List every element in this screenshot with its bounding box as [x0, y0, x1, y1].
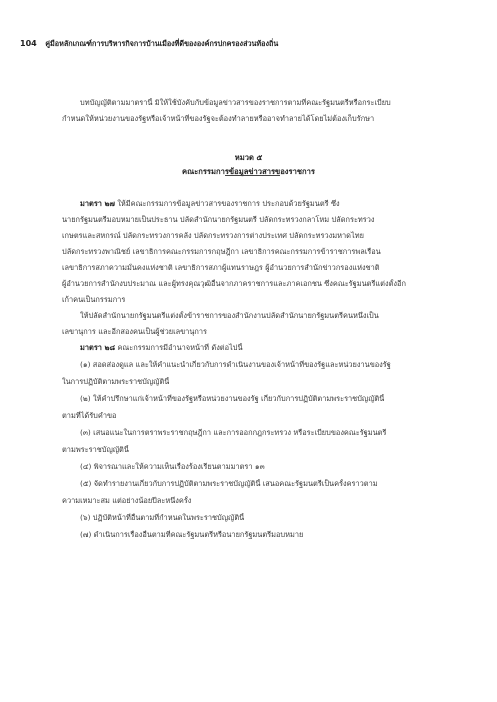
section-28-item-cont: ตามที่ได้รับคำขอ [62, 411, 117, 420]
section-27-line: เลขาธิการสภาความมั่นคงแห่งชาติ เลขาธิการสภาผู้แทนราษฎร ผู้อำนวยการสำนักข่าวกรองแห่งชาติ [62, 263, 380, 272]
section-28-item-cont: ตามพระราชบัญญัตินี้ [62, 445, 129, 454]
section-28-item-cont: ความเหมาะสม แต่อย่างน้อยปีละหนึ่งครั้ง [62, 496, 192, 505]
section-27-line: ผู้อำนวยการสำนักงบประมาณ และผู้ทรงคุณวุฒิอื่นจากภาคราชการและภาคเอกชน ซึ่งคณะรัฐมนตรีแต่งตั้งอีก [62, 279, 406, 288]
section-28-number: มาตรา ๒๘ [80, 343, 116, 352]
section-27-number: มาตรา ๒๗ [80, 199, 115, 208]
section-28-item: (๖) ปฏิบัติหน้าที่อื่นตามที่กำหนดในพระราชบัญญัตินี้ [80, 513, 245, 522]
section-28-item: (๕) จัดทำรายงานเกี่ยวกับการปฏิบัติตามพระราชบัญญัตินี้ เสนอคณะรัฐมนตรีเป็นครั้งคราวตาม [80, 479, 378, 488]
section-27-para2-line: เลขานุการ และอีกสองคนเป็นผู้ช่วยเลขานุการ [62, 327, 207, 336]
intro-line-2: กำหนดให้หน่วยงานของรัฐหรือเจ้าหน้าที่ของรัฐจะต้องทำลายหรืออาจทำลายได้โดยไม่ต้องเก็บรักษา [62, 114, 375, 123]
chapter-title: คณะกรรมการข้อมูลข่าวสารของราชการ [182, 167, 315, 176]
section-27-first-line [80, 199, 340, 209]
section-27-line: เกษตรและสหกรณ์ ปลัดกระทรวงการคลัง ปลัดกระทรวงการต่างประเทศ ปลัดกระทรวงมหาดไทย [62, 231, 364, 240]
chapter-label: หมวด ๕ [234, 153, 263, 162]
section-28-item: (๗) ดำเนินการเรื่องอื่นตามที่คณะรัฐมนตรีหรือนายกรัฐมนตรีมอบหมาย [80, 530, 304, 539]
section-28-item: (๑) สอดส่องดูแล และให้คำแนะนำเกี่ยวกับการดำเนินงานของเจ้าหน้าที่ของรัฐและหน่วยงานของรัฐ [80, 360, 391, 369]
page-header [20, 39, 278, 50]
intro-line-1: บทบัญญัติตามมาตรานี้ มิให้ใช้บังคับกับข้อมูลข่าวสารของราชการตามที่คณะรัฐมนตรีหรือกระเบียบ [80, 98, 391, 107]
section-27-line: ปลัดกระทรวงพาณิชย์ เลขาธิการคณะกรรมการกฤษฎีกา เลขาธิการคณะกรรมการข้าราชการพลเรือน [62, 247, 381, 256]
section-27-line: เก้าคนเป็นกรรมการ [62, 295, 126, 304]
section-28-item: (๔) พิจารณาและให้ความเห็นเรื่องร้องเรียนตามมาตรา ๑๓ [80, 462, 265, 471]
section-28-item: (๓) เสนอแนะในการตราพระราชกฤษฎีกา และการออกกฎกระทรวง หรือระเบียบของคณะรัฐมนตรี [80, 428, 387, 437]
section-27-line: นายกรัฐมนตรีมอบหมายเป็นประธาน ปลัดสำนักนายกรัฐมนตรี ปลัดกระทรวงกลาโหม ปลัดกระทรวง [62, 215, 375, 224]
section-28-intro: คณะกรรมการมีอำนาจหน้าที่ ดังต่อไปนี้ [117, 343, 243, 352]
section-27-para2-line: ให้ปลัดสำนักนายกรัฐมนตรีแต่งตั้งข้าราชการของสำนักงานปลัดสำนักนายกรัฐมนตรีคนหนึ่งเป็น [80, 311, 379, 320]
chapter-divider [225, 175, 280, 176]
section-27-text: ให้มีคณะกรรมการข้อมูลข่าวสารของราชการ ประกอบด้วยรัฐมนตรี ซึ่ง [117, 199, 340, 208]
page-number: 104 [20, 39, 37, 48]
section-28-first-line [80, 343, 243, 353]
running-title: คู่มือหลักเกณฑ์การบริหารกิจการบ้านเมืองที่ดีขององค์กรปกครองส่วนท้องถิ่น [45, 39, 279, 48]
section-28-item-cont: ในการปฏิบัติตามพระราชบัญญัตินี้ [62, 377, 170, 386]
section-28-item: (๒) ให้คำปรึกษาแก่เจ้าหน้าที่ของรัฐหรือหน่วยงานของรัฐ เกี่ยวกับการปฏิบัติตามพระราชบัญญัตินี้ [80, 394, 385, 403]
